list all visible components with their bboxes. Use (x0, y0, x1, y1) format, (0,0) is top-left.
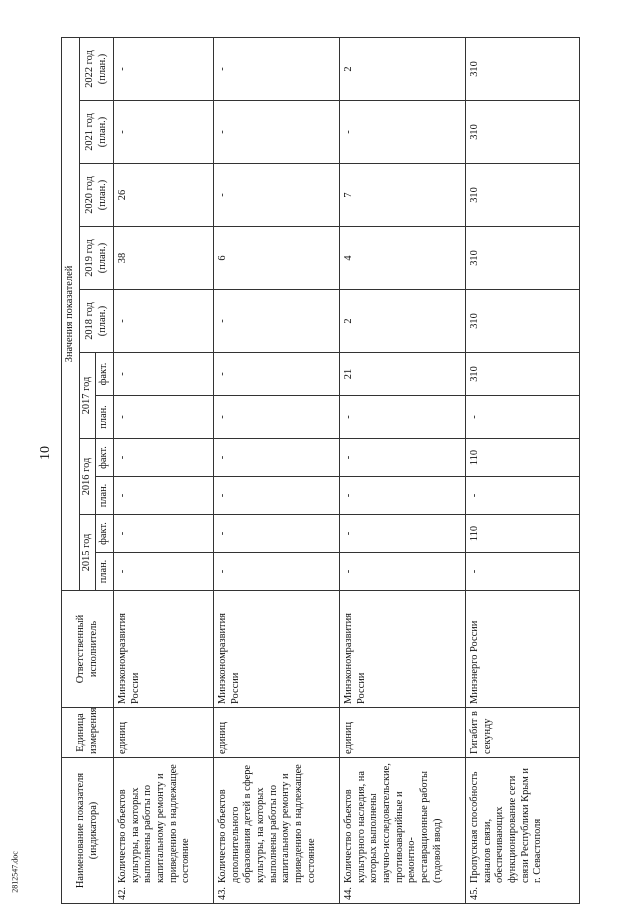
executor-cell: Минэкономразвития России (214, 591, 340, 708)
indicator-name-cell (466, 758, 580, 904)
value-cell: 310 (466, 227, 580, 290)
rotated-table-wrapper (61, 37, 582, 904)
executor-cell: Минэнерго России (466, 591, 580, 708)
indicator-name: Количество объектов дополнительного образования детей в сфере культуры, на которых выполнены работы по капитальному ремонту и приведению в надлежащее состояние (217, 764, 317, 883)
header-executor: Ответственный исполнитель (62, 591, 114, 708)
value-cell: 310 (466, 164, 580, 227)
indicator-name: Количество объектов культурного наследия, на которых выполнены научно-исследовательские, противоаварийные и ремонтно-реставрационные работы (годовой ввод) (343, 763, 443, 883)
value-cell: - (214, 396, 340, 439)
header-year-2022: 2022 год (план.) (80, 37, 114, 100)
row-number: 44. (343, 887, 354, 900)
header-fact-2016: факт. (96, 439, 114, 477)
indicator-name-cell (214, 758, 340, 904)
page-number: 10 (38, 446, 53, 460)
header-plan-2016: план. (96, 477, 114, 515)
value-cell: 310 (466, 37, 580, 100)
value-cell: - (466, 477, 580, 515)
indicator-name: Пропускная способность каналов связи, обеспечивающих функционирование сети связи Республики Крым и г. Севастополя (469, 768, 544, 883)
executor-cell: Минэкономразвития России (114, 591, 214, 708)
value-cell: 26 (114, 164, 214, 227)
value-cell: - (114, 353, 214, 396)
value-cell: - (214, 353, 340, 396)
value-cell: - (340, 477, 466, 515)
value-cell: - (340, 439, 466, 477)
header-fact-2015: факт. (96, 515, 114, 553)
header-year-2018: 2018 год (план.) (80, 290, 114, 353)
value-cell: - (114, 553, 214, 591)
value-cell: - (466, 553, 580, 591)
value-cell: - (114, 515, 214, 553)
table-row (466, 37, 580, 903)
indicator-name-cell (114, 758, 214, 904)
value-cell: - (114, 290, 214, 353)
header-year-2015: 2015 год (80, 515, 96, 591)
unit-cell: Гигабит в секунду (466, 708, 580, 758)
row-number: 43. (217, 887, 228, 900)
indicator-name-cell (340, 758, 466, 904)
header-year-2019: 2019 год (план.) (80, 227, 114, 290)
table-body (114, 37, 580, 903)
value-cell: - (214, 37, 340, 100)
value-cell: 2 (340, 37, 466, 100)
header-year-2016: 2016 год (80, 439, 96, 515)
header-unit: Единица измерения (62, 708, 114, 758)
table-row (214, 37, 340, 903)
header-year-2020: 2020 год (план.) (80, 164, 114, 227)
indicators-table (61, 37, 580, 904)
value-cell: - (114, 396, 214, 439)
table-row (340, 37, 466, 903)
value-cell: 310 (466, 353, 580, 396)
footer-file-code: 2812547.doc (10, 851, 20, 893)
value-cell: 110 (466, 439, 580, 477)
executor-cell: Минэкономразвития России (340, 591, 466, 708)
header-plan-2017: план. (96, 396, 114, 439)
value-cell: - (340, 101, 466, 164)
value-cell: 110 (466, 515, 580, 553)
value-cell: - (114, 439, 214, 477)
header-plan-2015: план. (96, 553, 114, 591)
header-fact-2017: факт. (96, 353, 114, 396)
value-cell: 2 (340, 290, 466, 353)
value-cell: 310 (466, 101, 580, 164)
value-cell: - (214, 290, 340, 353)
value-cell: 21 (340, 353, 466, 396)
value-cell: - (340, 553, 466, 591)
row-number: 45. (469, 887, 480, 900)
unit-cell: единиц (340, 708, 466, 758)
header-year-2021: 2021 год (план.) (80, 101, 114, 164)
value-cell: - (114, 37, 214, 100)
value-cell: 4 (340, 227, 466, 290)
value-cell: - (214, 515, 340, 553)
value-cell: - (114, 101, 214, 164)
unit-cell: единиц (214, 708, 340, 758)
value-cell: 6 (214, 227, 340, 290)
header-year-2017: 2017 год (80, 353, 96, 439)
value-cell: - (214, 101, 340, 164)
value-cell: - (214, 553, 340, 591)
header-name: Наименование показателя (индикатора) (62, 758, 114, 904)
value-cell: - (340, 396, 466, 439)
value-cell: - (214, 164, 340, 227)
value-cell: - (214, 477, 340, 515)
value-cell: 7 (340, 164, 466, 227)
value-cell: 310 (466, 290, 580, 353)
header-values-group: Значения показателей (62, 37, 80, 590)
unit-cell: единиц (114, 708, 214, 758)
table-row (114, 37, 214, 903)
value-cell: - (114, 477, 214, 515)
row-number: 42. (117, 887, 128, 900)
value-cell: 38 (114, 227, 214, 290)
value-cell: - (214, 439, 340, 477)
value-cell: - (466, 396, 580, 439)
value-cell: - (340, 515, 466, 553)
indicator-name: Количество объектов культуры, на которых выполнены работы по капитальному ремонту и приведению в надлежащее состояние (117, 764, 192, 883)
